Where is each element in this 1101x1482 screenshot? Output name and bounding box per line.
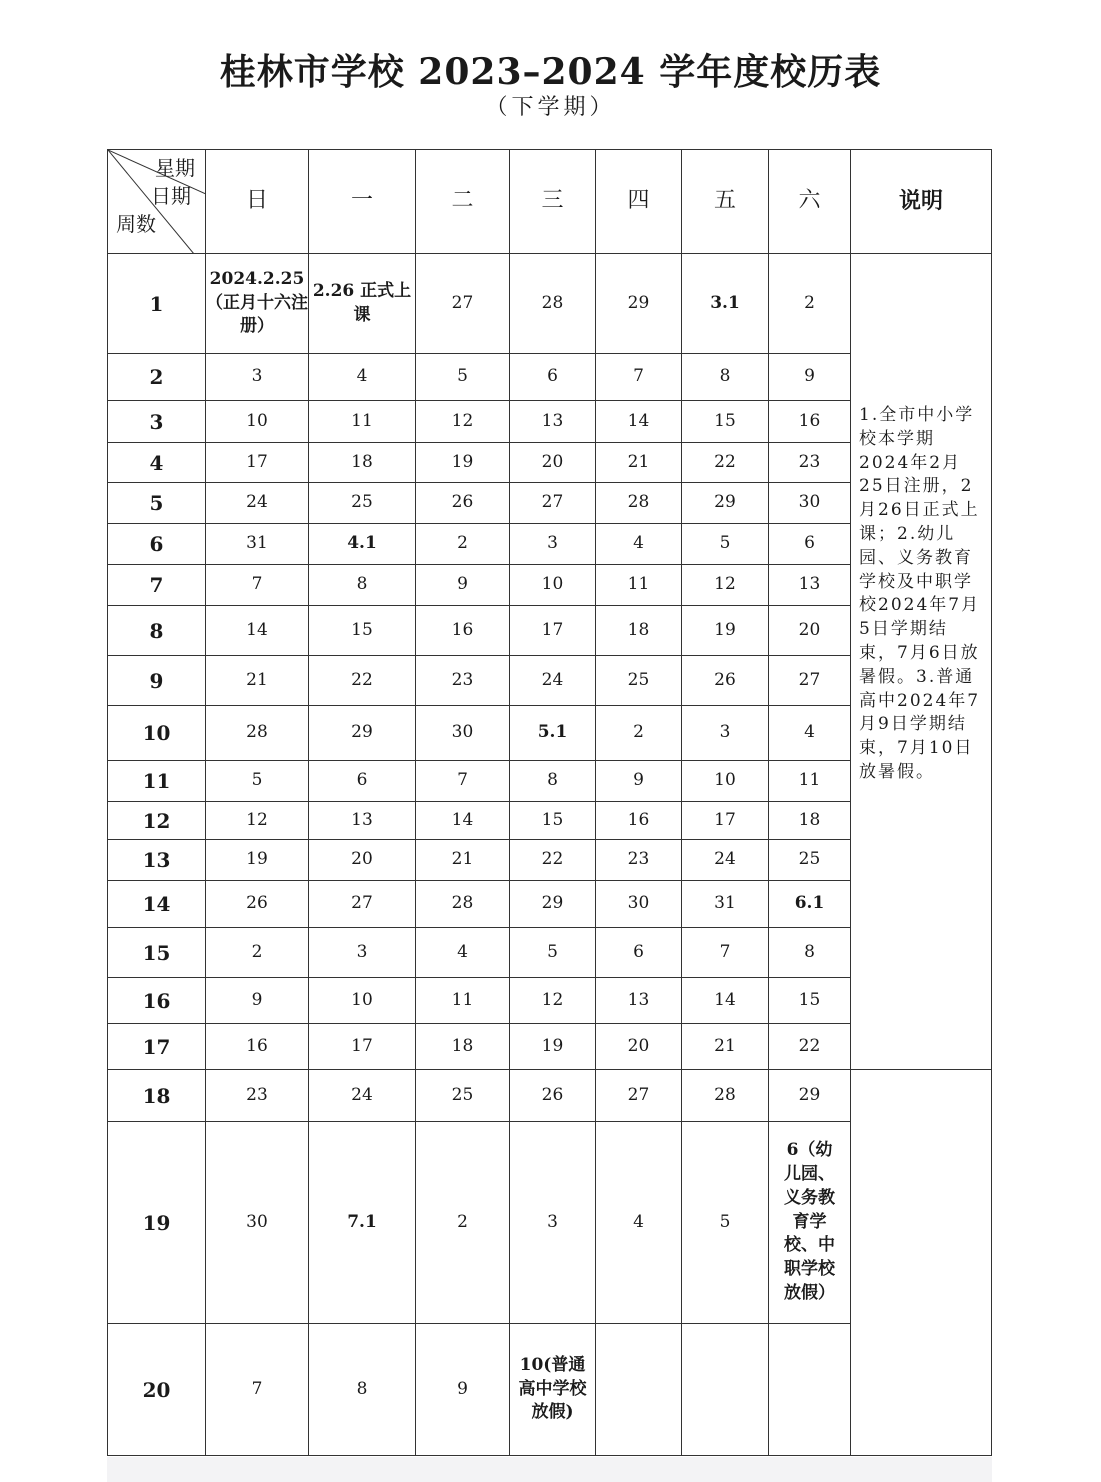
corner-weekday-label: 星期 (155, 156, 195, 180)
day-cell: 3 (206, 354, 309, 401)
day-cell: 17 (682, 802, 769, 840)
week-number: 9 (108, 656, 206, 706)
week-number: 17 (108, 1024, 206, 1070)
header-row (108, 150, 992, 254)
day-cell: 22 (510, 840, 596, 881)
day-cell: 22 (769, 1024, 851, 1070)
day-cell: 29 (769, 1070, 851, 1122)
day-cell: 9 (416, 1324, 510, 1456)
day-cell: 15 (309, 606, 416, 656)
day-cell: 7 (682, 928, 769, 978)
day-cell: 19 (510, 1024, 596, 1070)
day-cell: 19 (206, 840, 309, 881)
day-cell: 16 (769, 401, 851, 443)
day-cell: 30 (596, 881, 682, 928)
day-cell: 20 (769, 606, 851, 656)
week-number: 20 (108, 1324, 206, 1456)
day-cell: 15 (510, 802, 596, 840)
day-cell: 22 (309, 656, 416, 706)
day-cell: 4 (309, 354, 416, 401)
day-cell: 23 (206, 1070, 309, 1122)
day-cell: 7 (206, 1324, 309, 1456)
day-cell: 18 (416, 1024, 510, 1070)
day-cell: 8 (309, 565, 416, 606)
day-cell: 28 (596, 483, 682, 524)
day-cell: 28 (416, 881, 510, 928)
page-title: 桂林市学校 2023–2024 学年度校历表 (219, 51, 882, 93)
day-cell: 2 (596, 706, 682, 761)
day-cell: 17 (309, 1024, 416, 1070)
week-number: 6 (108, 524, 206, 565)
day-cell: 27 (510, 483, 596, 524)
day-cell: 3 (510, 524, 596, 565)
day-cell: 4 (769, 706, 851, 761)
day-cell: 5 (206, 761, 309, 802)
week-number: 13 (108, 840, 206, 881)
day-cell: 7 (416, 761, 510, 802)
day-cell: 7 (206, 565, 309, 606)
day-cell: 2 (416, 1122, 510, 1324)
day-cell: 19 (416, 443, 510, 483)
day-cell: 12 (416, 401, 510, 443)
week-number: 16 (108, 978, 206, 1024)
day-cell: 8 (769, 928, 851, 978)
day-cell: 27 (309, 881, 416, 928)
week-number: 18 (108, 1070, 206, 1122)
header-saturday: 六 (769, 150, 851, 254)
day-cell: 18 (309, 443, 416, 483)
day-cell: 26 (510, 1070, 596, 1122)
day-cell: 15 (682, 401, 769, 443)
day-cell: 5 (682, 1122, 769, 1324)
bottom-strip (107, 1457, 992, 1482)
day-cell: 26 (206, 881, 309, 928)
day-cell: 4 (596, 1122, 682, 1324)
week-number: 2 (108, 354, 206, 401)
day-cell: 16 (416, 606, 510, 656)
week-number: 5 (108, 483, 206, 524)
day-cell: 21 (206, 656, 309, 706)
day-cell: 29 (596, 254, 682, 354)
day-cell: 24 (510, 656, 596, 706)
day-cell: 6（幼儿园、义务教育学校、中职学校放假） (769, 1122, 851, 1324)
day-cell: 16 (206, 1024, 309, 1070)
day-cell: 11 (416, 978, 510, 1024)
week-number: 3 (108, 401, 206, 443)
day-cell: 12 (682, 565, 769, 606)
header-thursday: 四 (596, 150, 682, 254)
day-cell: 11 (309, 401, 416, 443)
day-cell: 5 (682, 524, 769, 565)
week-number: 4 (108, 443, 206, 483)
header-notes: 说明 (851, 150, 992, 254)
day-cell: 30 (206, 1122, 309, 1324)
day-cell: 2 (206, 928, 309, 978)
week-number: 12 (108, 802, 206, 840)
day-cell: 2 (416, 524, 510, 565)
day-cell: 11 (596, 565, 682, 606)
day-cell: 20 (596, 1024, 682, 1070)
week-number: 1 (108, 254, 206, 354)
day-cell: 9 (206, 978, 309, 1024)
day-cell: 21 (416, 840, 510, 881)
header-wednesday: 三 (510, 150, 596, 254)
day-cell: 8 (682, 354, 769, 401)
day-cell: 9 (416, 565, 510, 606)
corner-week-label: 周数 (116, 212, 156, 236)
day-cell: 18 (596, 606, 682, 656)
day-cell: 6 (769, 524, 851, 565)
day-cell: 2.26 正式上课 (309, 254, 416, 354)
day-cell: 3 (510, 1122, 596, 1324)
day-cell: 24 (206, 483, 309, 524)
day-cell: 29 (682, 483, 769, 524)
day-cell: 2024.2.25（正月十六注册） (206, 254, 309, 354)
day-cell: 13 (309, 802, 416, 840)
day-cell: 21 (596, 443, 682, 483)
week-number: 15 (108, 928, 206, 978)
day-cell: 20 (510, 443, 596, 483)
day-cell: 23 (596, 840, 682, 881)
day-cell: 8 (309, 1324, 416, 1456)
day-cell: 4 (416, 928, 510, 978)
table-row (108, 254, 992, 354)
day-cell: 10 (206, 401, 309, 443)
day-cell: 28 (682, 1070, 769, 1122)
day-cell: 3.1 (682, 254, 769, 354)
day-cell: 6 (510, 354, 596, 401)
day-cell: 16 (596, 802, 682, 840)
day-cell: 14 (682, 978, 769, 1024)
day-cell (682, 1324, 769, 1456)
day-cell: 13 (510, 401, 596, 443)
day-cell: 14 (596, 401, 682, 443)
week-number: 7 (108, 565, 206, 606)
page-subtitle: （下学期） (485, 95, 616, 120)
day-cell: 25 (416, 1070, 510, 1122)
day-cell: 18 (769, 802, 851, 840)
day-cell: 28 (206, 706, 309, 761)
week-number: 19 (108, 1122, 206, 1324)
day-cell: 13 (769, 565, 851, 606)
day-cell: 31 (682, 881, 769, 928)
day-cell: 27 (596, 1070, 682, 1122)
day-cell: 14 (416, 802, 510, 840)
day-cell: 10 (309, 978, 416, 1024)
day-cell: 19 (682, 606, 769, 656)
day-cell: 24 (309, 1070, 416, 1122)
day-cell: 10 (510, 565, 596, 606)
header-friday: 五 (682, 150, 769, 254)
day-cell: 25 (309, 483, 416, 524)
day-cell: 4 (596, 524, 682, 565)
day-cell: 26 (682, 656, 769, 706)
day-cell: 10 (682, 761, 769, 802)
day-cell: 11 (769, 761, 851, 802)
day-cell: 5.1 (510, 706, 596, 761)
day-cell: 9 (596, 761, 682, 802)
week-number: 11 (108, 761, 206, 802)
day-cell: 3 (309, 928, 416, 978)
day-cell: 30 (769, 483, 851, 524)
day-cell: 27 (416, 254, 510, 354)
day-cell: 6 (309, 761, 416, 802)
day-cell: 23 (769, 443, 851, 483)
day-cell: 21 (682, 1024, 769, 1070)
day-cell: 5 (510, 928, 596, 978)
day-cell: 12 (206, 802, 309, 840)
day-cell (769, 1324, 851, 1456)
corner-date-label: 日期 (151, 184, 191, 208)
day-cell: 28 (510, 254, 596, 354)
day-cell: 6 (596, 928, 682, 978)
day-cell: 17 (206, 443, 309, 483)
day-cell: 25 (596, 656, 682, 706)
day-cell: 24 (682, 840, 769, 881)
header-monday: 一 (309, 150, 416, 254)
day-cell: 10(普通高中学校放假) (510, 1324, 596, 1456)
day-cell: 15 (769, 978, 851, 1024)
day-cell (596, 1324, 682, 1456)
day-cell: 4.1 (309, 524, 416, 565)
header-sunday: 日 (206, 150, 309, 254)
notes-empty-cell (851, 1070, 992, 1456)
day-cell: 7 (596, 354, 682, 401)
day-cell: 20 (309, 840, 416, 881)
day-cell: 22 (682, 443, 769, 483)
day-cell: 5 (416, 354, 510, 401)
table-row (108, 1070, 992, 1122)
day-cell: 29 (510, 881, 596, 928)
week-number: 14 (108, 881, 206, 928)
day-cell: 27 (769, 656, 851, 706)
day-cell: 8 (510, 761, 596, 802)
day-cell: 23 (416, 656, 510, 706)
day-cell: 2 (769, 254, 851, 354)
day-cell: 14 (206, 606, 309, 656)
day-cell: 26 (416, 483, 510, 524)
day-cell: 29 (309, 706, 416, 761)
day-cell: 12 (510, 978, 596, 1024)
day-cell: 31 (206, 524, 309, 565)
corner-header-cell (108, 150, 206, 254)
day-cell: 6.1 (769, 881, 851, 928)
day-cell: 9 (769, 354, 851, 401)
day-cell: 3 (682, 706, 769, 761)
header-tuesday: 二 (416, 150, 510, 254)
day-cell: 30 (416, 706, 510, 761)
notes-cell: 1.全市中小学校本学期2024年2月25日注册，2月26日正式上课；2.幼儿园、义务教育学校及中职学校2024年7月5日学期结束，7月6日放暑假。3.普通高中2024年7月9日学期结束，7月10日放暑假。 (851, 254, 992, 1070)
week-number: 8 (108, 606, 206, 656)
day-cell: 7.1 (309, 1122, 416, 1324)
day-cell: 25 (769, 840, 851, 881)
day-cell: 13 (596, 978, 682, 1024)
day-cell: 17 (510, 606, 596, 656)
week-number: 10 (108, 706, 206, 761)
school-calendar-table (107, 149, 992, 1456)
